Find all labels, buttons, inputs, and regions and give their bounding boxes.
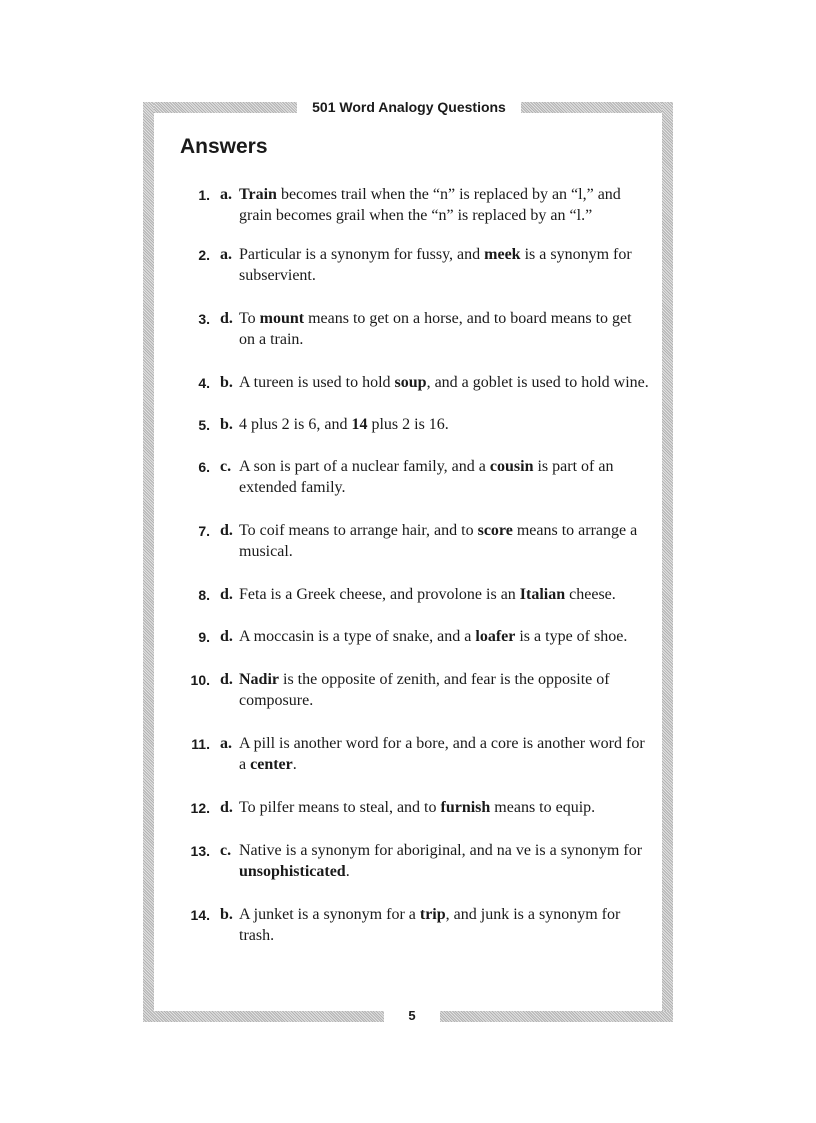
answer-explanation bbox=[239, 797, 650, 818]
explanation-text: , and a goblet is used to hold wine. bbox=[426, 374, 649, 391]
answer-explanation bbox=[239, 308, 650, 350]
answer-item bbox=[180, 520, 650, 562]
answer-letter: c. bbox=[220, 458, 232, 475]
answer-letter: d. bbox=[220, 671, 233, 688]
answer-item bbox=[180, 904, 650, 946]
answer-letter: d. bbox=[220, 310, 233, 327]
answer-number: 3. bbox=[198, 311, 210, 327]
answer-letter: d. bbox=[220, 628, 233, 645]
answer-letter: d. bbox=[220, 586, 233, 603]
key-term: score bbox=[477, 522, 513, 539]
answer-explanation bbox=[239, 584, 650, 605]
answer-letter: b. bbox=[220, 416, 233, 433]
answer-item bbox=[180, 584, 650, 605]
explanation-text: A junket is a synonym for a bbox=[239, 906, 420, 923]
answer-explanation bbox=[239, 520, 650, 562]
page-frame-top-left bbox=[143, 102, 297, 113]
answer-letter: c. bbox=[220, 842, 232, 859]
explanation-text: To bbox=[239, 310, 260, 327]
answer-explanation bbox=[239, 733, 650, 775]
answer-item bbox=[180, 244, 650, 286]
answer-item bbox=[180, 372, 650, 393]
explanation-text: 4 plus 2 is 6, and bbox=[239, 416, 352, 433]
answer-explanation bbox=[239, 456, 650, 498]
answer-number: 4. bbox=[198, 375, 210, 391]
answer-number: 14. bbox=[190, 907, 210, 923]
explanation-text: is part of an extended family. bbox=[239, 458, 614, 496]
key-term: soup bbox=[394, 374, 427, 391]
answer-explanation bbox=[239, 372, 650, 393]
answer-letter: b. bbox=[220, 374, 233, 391]
page-frame-left bbox=[143, 102, 154, 1022]
key-term: Italian bbox=[519, 586, 566, 603]
answer-letter: a. bbox=[220, 186, 232, 203]
explanation-text: means to arrange a musical. bbox=[239, 522, 638, 560]
explanation-text: is a synonym for subservient. bbox=[239, 246, 632, 284]
answer-number: 12. bbox=[190, 800, 210, 816]
answer-item bbox=[180, 626, 650, 647]
answer-item bbox=[180, 797, 650, 818]
page-frame-right bbox=[662, 102, 673, 1022]
key-term: loafer bbox=[475, 628, 516, 645]
explanation-text: To pilfer means to steal, and to bbox=[239, 799, 441, 816]
answer-number: 10. bbox=[190, 672, 210, 688]
explanation-text: becomes trail when the “n” is replaced by an “l,” and grain becomes grail when the “n” is replaced by an “l.” bbox=[239, 186, 621, 224]
explanation-text: A tureen is used to hold bbox=[239, 374, 395, 391]
key-term: trip bbox=[419, 906, 446, 923]
answer-item bbox=[180, 669, 650, 711]
answer-explanation bbox=[239, 840, 650, 882]
answer-item bbox=[180, 308, 650, 350]
answer-number: 5. bbox=[198, 417, 210, 433]
explanation-text: cheese. bbox=[565, 586, 616, 603]
answer-letter: a. bbox=[220, 246, 232, 263]
answer-number: 7. bbox=[198, 523, 210, 539]
answer-letter: b. bbox=[220, 906, 233, 923]
explanation-text: . bbox=[345, 863, 350, 880]
explanation-text: Native is a synonym for aboriginal, and na ve is a synonym for bbox=[239, 842, 643, 859]
answer-explanation bbox=[239, 414, 650, 435]
answer-number: 11. bbox=[191, 736, 210, 752]
answer-explanation bbox=[239, 904, 650, 946]
key-term: center bbox=[250, 756, 293, 773]
answer-item bbox=[180, 840, 650, 882]
key-term: furnish bbox=[440, 799, 491, 816]
page-frame-bottom-left bbox=[143, 1011, 384, 1022]
explanation-text: A pill is another word for a bore, and a core is another word for a bbox=[239, 735, 645, 773]
answer-item bbox=[180, 456, 650, 498]
explanation-text: is the opposite of zenith, and fear is the opposite of composure. bbox=[239, 671, 610, 709]
key-term: Nadir bbox=[239, 671, 279, 688]
answer-item bbox=[180, 184, 650, 226]
answer-letter: d. bbox=[220, 522, 233, 539]
explanation-text: A moccasin is a type of snake, and a bbox=[239, 628, 476, 645]
answer-number: 9. bbox=[198, 629, 210, 645]
key-term: mount bbox=[259, 310, 305, 327]
answer-number: 1. bbox=[198, 187, 210, 203]
page-number: 5 bbox=[408, 1008, 416, 1023]
explanation-text: means to equip. bbox=[490, 799, 596, 816]
explanation-text: . bbox=[292, 756, 297, 773]
answer-letter: d. bbox=[220, 799, 233, 816]
answer-number: 2. bbox=[198, 247, 210, 263]
explanation-text: To coif means to arrange hair, and to bbox=[239, 522, 478, 539]
explanation-text: , and junk is a synonym for trash. bbox=[239, 906, 621, 944]
explanation-text: A son is part of a nuclear family, and a bbox=[239, 458, 490, 475]
page-frame-top-right bbox=[521, 102, 673, 113]
explanation-text: means to get on a horse, and to board means to get on a train. bbox=[239, 310, 632, 348]
answer-explanation bbox=[239, 184, 650, 226]
key-term: cousin bbox=[489, 458, 534, 475]
section-heading: Answers bbox=[180, 135, 268, 158]
key-term: meek bbox=[484, 246, 521, 263]
answer-explanation bbox=[239, 626, 650, 647]
answer-number: 6. bbox=[198, 459, 210, 475]
answer-explanation bbox=[239, 669, 650, 711]
running-header: 501 Word Analogy Questions bbox=[312, 99, 506, 115]
key-term: 14 bbox=[351, 416, 368, 433]
explanation-text: Feta is a Greek cheese, and provolone is an bbox=[239, 586, 520, 603]
explanation-text: Particular is a synonym for fussy, and bbox=[239, 246, 485, 263]
explanation-text: is a type of shoe. bbox=[515, 628, 628, 645]
page-frame-bottom-right bbox=[440, 1011, 673, 1022]
key-term: unsophisticated bbox=[239, 863, 346, 880]
answer-number: 13. bbox=[190, 843, 210, 859]
key-term: Train bbox=[239, 186, 277, 203]
explanation-text: plus 2 is 16. bbox=[367, 416, 449, 433]
answer-explanation bbox=[239, 244, 650, 286]
answer-item bbox=[180, 733, 650, 775]
answer-number: 8. bbox=[198, 587, 210, 603]
answer-item bbox=[180, 414, 650, 435]
answer-letter: a. bbox=[220, 735, 232, 752]
